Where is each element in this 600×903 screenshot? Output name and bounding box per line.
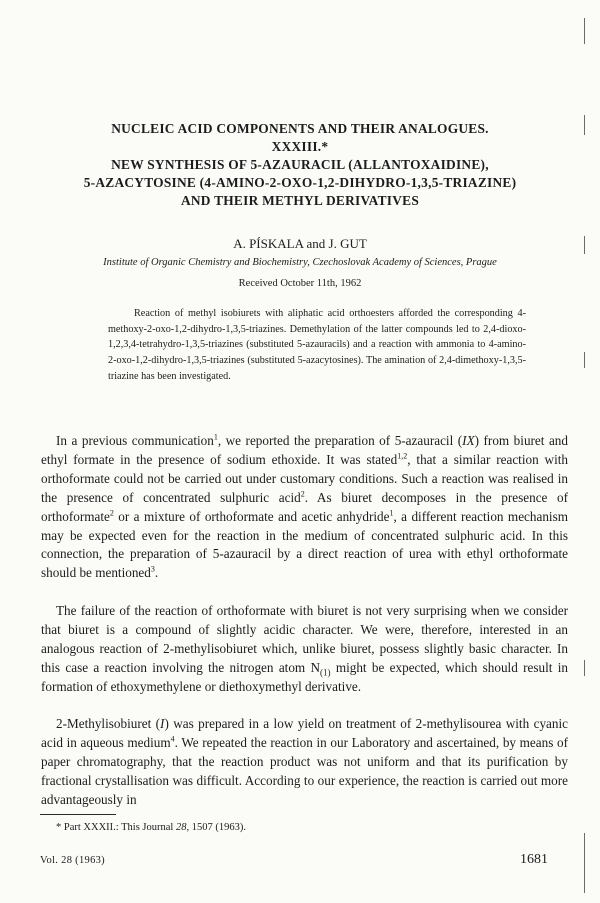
body-paragraph: The failure of the reaction of orthoformate with biuret is not very surprising when we consider that biuret is a compound of slightly acidic character. We were, therefore, interested in an analogous reaction of 2-methylisobiuret which, unlike biuret, possess slightly basic character. In this case a reaction involving the nitrogen atom $N_{(1)}$ might be expected, which should result in formation of ethoxymethylene or diethoxymethyl derivative.	[41, 603, 568, 694]
reference-marker: 4	[170, 734, 175, 744]
scan-edge-mark	[584, 833, 585, 893]
reference-marker: 2	[109, 508, 114, 518]
compound-label: I	[160, 716, 165, 731]
authors: A. PÍSKALA and J. GUT	[233, 236, 367, 251]
reference-marker: 2	[300, 489, 305, 499]
body-paragraph: 2-Methylisobiuret (I) was prepared in a low yield on treatment of 2-methylisourea with cyanic acid in aqueous medium$^4$. We repeated the reaction in our Laboratory and ascertained, by means of paper chromatography, that the reaction product was not uniform and that its purification by fractional crystallisation was difficult. According to our experience, the reaction is carried out more advantageously in	[41, 716, 569, 807]
reference-marker: 1	[389, 508, 394, 518]
abstract: Reaction of methyl isobiurets with aliphatic acid orthoesters afforded the corresponding 4-methoxy-2-oxo-1,2-dihydro-1,3,5-triazines. Demethylation of the latter compounds led to 2,4-dioxo-1,2,3,4-tetrahydro-1,3,5-triazines (substituted 5-azauracils) and a reaction with ammonia to 4-amino-2-oxo-1,2-dihydro-1,3,5-triazines (substituted 5-azacytosines). The amination of 2,4-dimethoxy-1,3,5-triazine has been investigated.	[108, 308, 526, 382]
footnote-rule	[40, 814, 116, 815]
page-number: 1681	[520, 852, 548, 867]
scan-edge-mark	[584, 352, 585, 368]
scan-edge-mark	[584, 18, 585, 44]
received-date: Received October 11th, 1962	[238, 278, 362, 289]
reference-marker: 1,2	[397, 451, 408, 461]
body-paragraph: In a previous communication$^1$, we reported the preparation of 5-azauracil (IX) from biuret and ethyl formate in the presence of sodium ethoxide. It was stated$^{1,2}$, that a similar reaction with orthoformate could not be carried out under customary conditions. Such a reaction was realised in the presence of concentrated sulphuric acid$^2$. As biuret decomposes in the presence of orthoformate$^2$ or a mixture of orthoformate and acetic anhydride$^1$, a different reaction mechanism may be expected even for the reaction in the medium of concentrated sulphuric acid. In this connection, the preparation of 5-azauracil by a direct reaction of urea with ethyl orthoformate should be mentioned$^3$.	[41, 432, 569, 581]
affiliation: Institute of Organic Chemistry and Biochemistry, Czechoslovak Academy of Sciences, Prague	[103, 257, 497, 268]
scan-edge-mark	[584, 660, 585, 676]
subtitle-line: NEW SYNTHESIS OF 5-AZAURACIL (ALLANTOXAIDINE),	[111, 157, 489, 172]
scan-edge-mark	[584, 115, 585, 135]
compound-label: IX	[462, 433, 475, 448]
reference-marker: 1	[213, 432, 218, 442]
journal-volume: Vol. 28 (1963)	[40, 855, 105, 866]
footnote: * Part XXXII.: This Journal 28, 1507 (1963).	[56, 822, 246, 833]
atom-subscript: (1)	[320, 667, 331, 678]
reference-marker: 3	[150, 564, 155, 574]
title-part-line: XXXIII.*	[271, 139, 329, 154]
title-series-line: NUCLEIC ACID COMPONENTS AND THEIR ANALOGUES.	[111, 121, 489, 136]
subtitle-line: 5-AZACYTOSINE (4-AMINO-2-OXO-1,2-DIHYDRO-1,3,5-TRIAZINE)	[83, 175, 517, 190]
subtitle-line: AND THEIR METHYL DERIVATIVES	[180, 193, 420, 208]
